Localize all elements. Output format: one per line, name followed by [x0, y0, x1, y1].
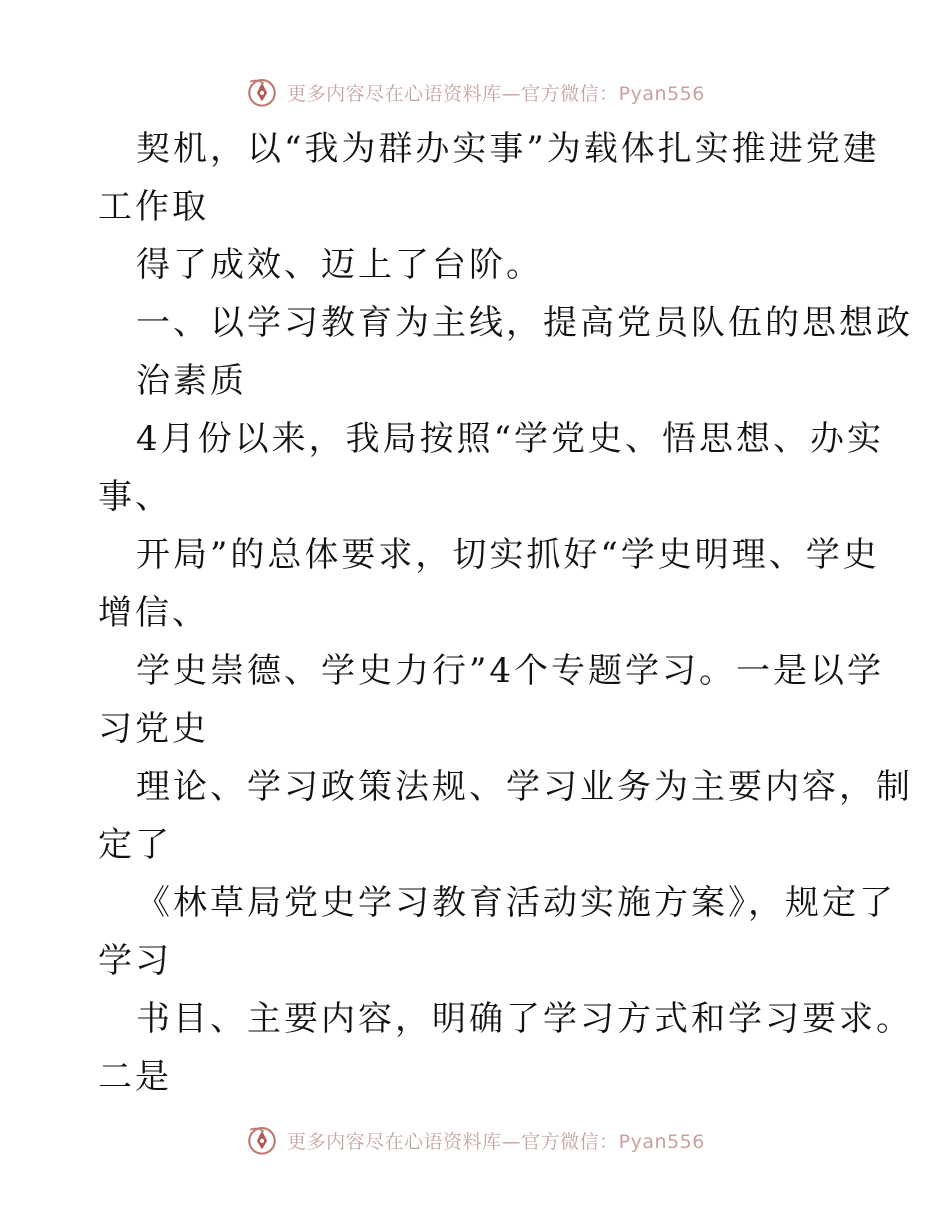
watermark-text: 更多内容尽在心语资料库—官方微信：Pyan556: [287, 1130, 705, 1153]
text-line: 事、: [98, 477, 172, 517]
watermark-text: 更多内容尽在心语资料库—官方微信：Pyan556: [287, 82, 705, 105]
text-line: 一、以学习教育为主线，提高党员队伍的思想政: [136, 303, 913, 343]
text-line: 治素质: [136, 361, 247, 401]
text-line: 开局”的总体要求，切实抓好“学史明理、学史: [136, 535, 880, 575]
text-line: 契机，以“我为群办实事”为载体扎实推进党建: [136, 129, 880, 169]
text-line: 理论、学习政策法规、学习业务为主要内容，制: [136, 767, 913, 807]
text-line: 4月份以来，我局按照“学党史、悟思想、办实: [136, 419, 885, 459]
pen-nib-circle-icon: [245, 1123, 279, 1157]
text-line: 学史崇德、学史力行”4个专题学习。一是以学: [136, 651, 885, 691]
text-line: 学习: [98, 941, 172, 981]
text-line: 增信、: [98, 593, 209, 633]
text-line: 习党史: [98, 709, 209, 749]
text-line: 二是: [98, 1057, 172, 1097]
text-line: 工作取: [98, 187, 209, 227]
document-body: [98, 120, 913, 1106]
text-line: 书目、主要内容，明确了学习方式和学习要求。: [136, 999, 913, 1039]
header-watermark: [0, 72, 950, 112]
footer-watermark: [0, 1120, 950, 1160]
text-line: 《林草局党史学习教育活动实施方案》，规定了: [136, 883, 896, 923]
text-line: 定了: [98, 825, 172, 865]
pen-nib-circle-icon: [245, 75, 279, 109]
text-line: 得了成效、迈上了台阶。: [136, 245, 543, 285]
